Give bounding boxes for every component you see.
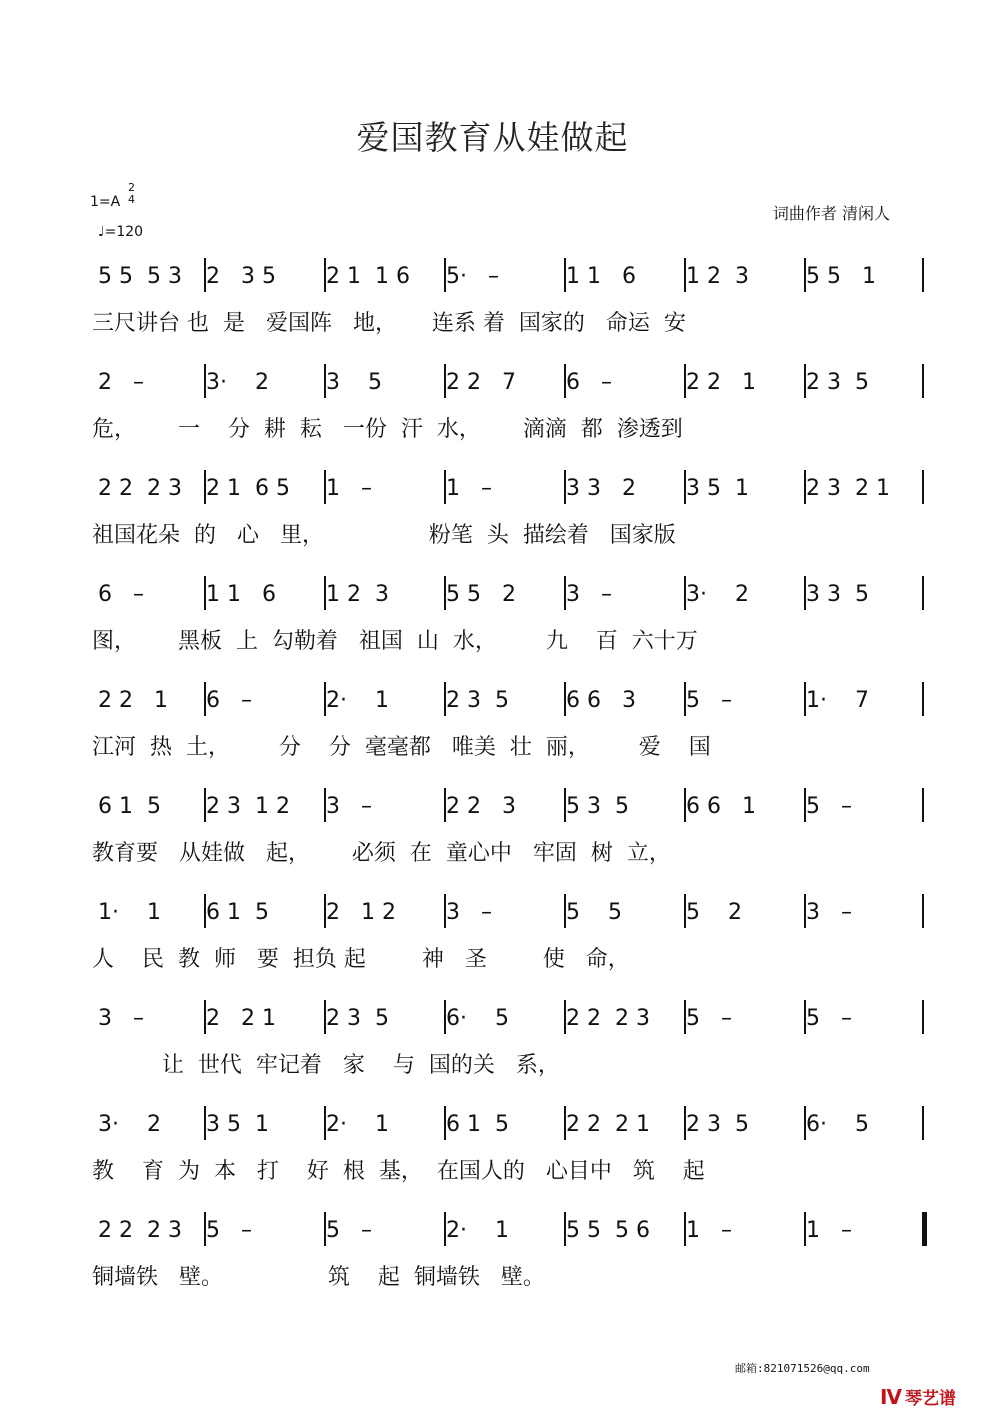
measure: 3· 2 [206,370,269,395]
notes-line [92,258,918,298]
barline [922,788,924,822]
score-row [0,788,985,894]
notes-line [92,788,918,828]
measure: 6 – [98,582,144,607]
measure: 5 5 5 3 [98,264,182,289]
measure: 2 1 1 6 [326,264,410,289]
measure: 5 3 5 [566,794,629,819]
measure: 2 1 6 5 [206,476,290,501]
lyrics-line: 教 育 为 本 打 好 根 基， 在国人的 心目中 筑 起 [92,1159,705,1184]
email-contact: 邮箱:821071526@qq.com [735,1362,870,1375]
lyrics-line: 祖国花朵 的 心 里， 粉笔 头 描绘着 国家版 [92,523,676,548]
measure: 5· – [446,264,499,289]
measure: 5 – [686,1006,732,1031]
logo-icon: Ⅳ [880,1385,902,1409]
measure: 2· 1 [326,1112,389,1137]
measure: 3 – [326,794,372,819]
measure: 5 5 2 [446,582,516,607]
measure: 1 1 6 [206,582,276,607]
lyrics-line: 三尺讲台 也 是 爱国阵 地， 连系 着 国家的 命运 安 [92,311,686,336]
measure: 2 2 1 [206,1006,276,1031]
measure: 3 – [446,900,492,925]
measure: 3· 2 [686,582,749,607]
measure: 5 2 [686,900,742,925]
measure: 2 3 5 [806,370,869,395]
measure: 2 2 2 1 [566,1112,650,1137]
lyrics-line: 江河 热 土， 分 分 毫毫都 唯美 壮 丽， 爱 国 [92,735,711,760]
measure: 2 3 1 2 [206,794,290,819]
measure: 2 3 5 [446,688,509,713]
barline [922,894,924,928]
measure: 3 5 1 [206,1112,269,1137]
measure: 6· 5 [806,1112,869,1137]
measure: 3 5 1 [686,476,749,501]
barline [922,364,924,398]
beats-bottom: 4 [128,193,135,206]
quarter-note-icon: ♩ [98,224,105,240]
author-credit: 词曲作者 清闲人 [772,204,890,223]
measure: 2 2 2 3 [98,476,182,501]
site-logo [880,1384,956,1409]
score-row [0,364,985,470]
measure: 3 – [566,582,612,607]
measure: 3 5 [326,370,382,395]
measure: 5 – [806,1006,852,1031]
barline [922,1000,924,1034]
measure: 2 2 3 [446,794,516,819]
lyrics-line: 人 民 教 师 要 担负 起 神 圣 使 命， [92,947,630,972]
final-barline [922,1212,927,1246]
time-signature [128,182,135,206]
barline [922,470,924,504]
measure: 5 – [686,688,732,713]
measure: 2 2 1 [686,370,756,395]
measure: 2 3 5 [326,1006,389,1031]
measure: 2 1 2 [326,900,396,925]
measure: 6 6 1 [686,794,756,819]
tempo-value: =120 [104,224,144,240]
logo-text: 琴艺谱 [904,1389,956,1409]
beats-top: 2 [128,181,135,194]
measure: 1 – [326,476,372,501]
score-row [0,682,985,788]
notes-line [92,894,918,934]
measure: 3 – [806,900,852,925]
notes-line [92,364,918,404]
measure: 5 5 [566,900,622,925]
measure: 1 – [806,1218,852,1243]
measure: 2 – [98,370,144,395]
measure: 3 3 2 [566,476,636,501]
key-signature [90,181,135,210]
measure: 1· 7 [806,688,869,713]
measure: 6 1 5 [98,794,161,819]
tempo-marking [98,224,143,240]
measure: 2 3 2 1 [806,476,890,501]
key-prefix: 1=A [90,194,121,210]
measure: 3 3 5 [806,582,869,607]
notes-line [92,470,918,510]
measure: 1· 1 [98,900,161,925]
measure: 5 – [806,794,852,819]
measure: 3 – [98,1006,144,1031]
measure: 1 2 3 [326,582,389,607]
measure: 1 – [446,476,492,501]
score-row [0,576,985,682]
measure: 2 2 7 [446,370,516,395]
lyrics-line: 铜墙铁 壁。 筑 起 铜墙铁 壁。 [92,1265,545,1290]
lyrics-line: 危， 一 分 耕 耘 一份 汗 水， 滴滴 都 渗透到 [92,417,683,442]
measure: 6· 5 [446,1006,509,1031]
measure: 6 – [566,370,612,395]
barline [922,1106,924,1140]
measure: 1 2 3 [686,264,749,289]
notes-line [92,682,918,722]
score-row [0,258,985,364]
measure: 2 3 5 [206,264,276,289]
measure: 2 2 2 3 [566,1006,650,1031]
barline [922,576,924,610]
measure: 5 – [206,1218,252,1243]
barline [922,682,924,716]
measure: 2 2 2 3 [98,1218,182,1243]
score-row [0,1106,985,1212]
notes-line [92,1106,918,1146]
score-row [0,894,985,1000]
measure: 2· 1 [446,1218,509,1243]
measure: 5 5 1 [806,264,876,289]
measure: 1 1 6 [566,264,636,289]
measure: 2 3 5 [686,1112,749,1137]
measure: 6 6 3 [566,688,636,713]
lyrics-line: 图， 黑板 上 勾勒着 祖国 山 水， 九 百 六十万 [92,629,698,654]
score-row [0,1212,985,1318]
measure: 6 – [206,688,252,713]
measure: 1 – [686,1218,732,1243]
barline [922,258,924,292]
notes-line [92,576,918,616]
measure: 5 – [326,1218,372,1243]
measure: 6 1 5 [206,900,269,925]
notes-line [92,1212,918,1252]
song-title: 爱国教育从娃做起 [356,118,629,157]
score-row [0,1000,985,1106]
measure: 6 1 5 [446,1112,509,1137]
measure: 3· 2 [98,1112,161,1137]
lyrics-line: 让 世代 牢记着 家 与 国的关 系， [92,1053,560,1078]
notes-line [92,1000,918,1040]
lyrics-line: 教育要 从娃做 起， 必须 在 童心中 牢固 树 立， [92,841,671,866]
measure: 2· 1 [326,688,389,713]
measure: 5 5 5 6 [566,1218,650,1243]
score-row [0,470,985,576]
measure: 2 2 1 [98,688,168,713]
